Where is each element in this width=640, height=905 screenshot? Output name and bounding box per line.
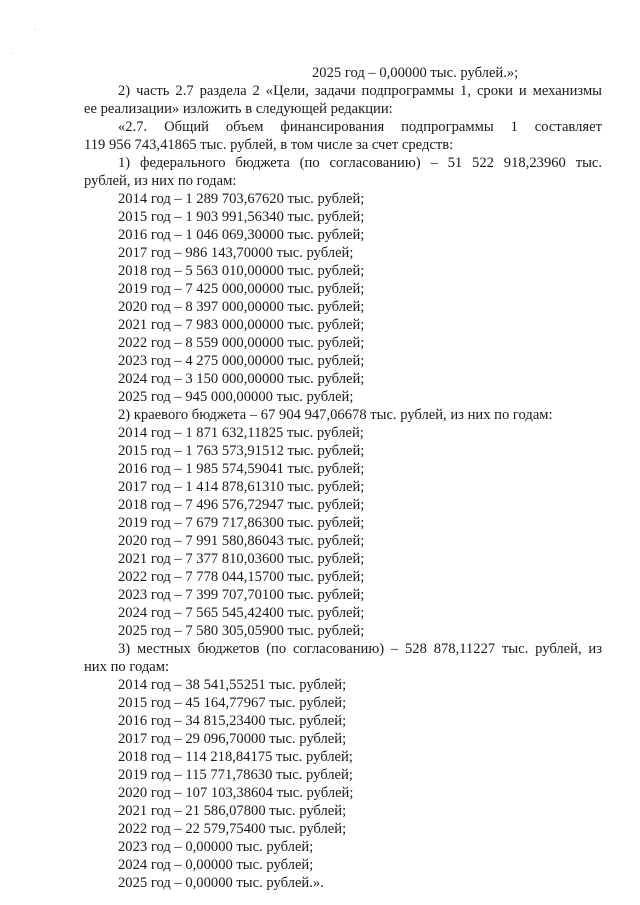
local-year-row: 2018 год – 114 218,84175 тыс. рублей; xyxy=(118,749,353,765)
local-year-row: 2019 год – 115 771,78630 тыс. рублей; xyxy=(118,767,353,783)
regional-year-row: 2021 год – 7 377 810,03600 тыс. рублей; xyxy=(118,551,365,567)
federal-year-row: 2020 год – 8 397 000,00000 тыс. рублей; xyxy=(118,299,365,315)
regional-year-row: 2015 год – 1 763 573,91512 тыс. рублей; xyxy=(118,443,365,459)
local-year-row: 2022 год – 22 579,75400 тыс. рублей; xyxy=(118,821,347,837)
regional-year-row: 2019 год – 7 679 717,86300 тыс. рублей; xyxy=(118,515,365,531)
local-year-row: 2017 год – 29 096,70000 тыс. рублей; xyxy=(118,731,347,747)
regional-year-row: 2025 год – 7 580 305,05900 тыс. рублей; xyxy=(118,623,365,639)
scan-artifact: ` xyxy=(34,30,36,36)
continued-line: 2025 год – 0,00000 тыс. рублей.»; xyxy=(312,65,519,81)
federal-year-row: 2015 год – 1 903 991,56340 тыс. рублей; xyxy=(118,209,365,225)
section-2-7-heading: «2.7. Общий объем финансирования подпрограммы 1 составляет xyxy=(118,119,602,135)
federal-year-row: 2022 год – 8 559 000,00000 тыс. рублей; xyxy=(118,335,365,351)
local-year-row: 2021 год – 21 586,07800 тыс. рублей; xyxy=(118,803,347,819)
federal-year-row: 2018 год – 5 563 010,00000 тыс. рублей; xyxy=(118,263,365,279)
federal-year-row: 2024 год – 3 150 000,00000 тыс. рублей; xyxy=(118,371,365,387)
federal-year-row: 2014 год – 1 289 703,67620 тыс. рублей; xyxy=(118,191,365,207)
federal-year-row: 2019 год – 7 425 000,00000 тыс. рублей; xyxy=(118,281,365,297)
federal-budget-heading: 1) федерального бюджета (по согласованию) – 51 522 918,23960 тыс. xyxy=(118,155,602,171)
local-year-row: 2023 год – 0,00000 тыс. рублей; xyxy=(118,839,314,855)
section-2-7-total: 119 956 743,41865 тыс. рублей, в том числе за счет средств: xyxy=(84,137,454,153)
regional-year-row: 2023 год – 7 399 707,70100 тыс. рублей; xyxy=(118,587,365,603)
federal-year-row: 2016 год – 1 046 069,30000 тыс. рублей; xyxy=(118,227,365,243)
local-budget-heading-cont: них по годам: xyxy=(84,659,170,675)
local-year-row: 2014 год – 38 541,55251 тыс. рублей; xyxy=(118,677,347,693)
local-year-row: 2025 год – 0,00000 тыс. рублей.». xyxy=(118,875,324,891)
regional-year-row: 2014 год – 1 871 632,11825 тыс. рублей; xyxy=(118,425,364,441)
regional-budget-heading: 2) краевого бюджета – 67 904 947,06678 тыс. рублей, из них по годам: xyxy=(118,407,553,423)
local-year-row: 2016 год – 34 815,23400 тыс. рублей; xyxy=(118,713,347,729)
federal-budget-heading-cont: рублей, из них по годам: xyxy=(84,173,237,189)
federal-year-row: 2017 год – 986 143,70000 тыс. рублей; xyxy=(118,245,354,261)
regional-year-row: 2016 год – 1 985 574,59041 тыс. рублей; xyxy=(118,461,365,477)
regional-year-row: 2020 год – 7 991 580,86043 тыс. рублей; xyxy=(118,533,365,549)
local-year-row: 2015 год – 45 164,77967 тыс. рублей; xyxy=(118,695,347,711)
regional-year-row: 2018 год – 7 496 576,72947 тыс. рублей; xyxy=(118,497,365,513)
federal-year-row: 2021 год – 7 983 000,00000 тыс. рублей; xyxy=(118,317,365,333)
regional-year-row: 2022 год – 7 778 044,15700 тыс. рублей; xyxy=(118,569,365,585)
scan-artifact: . xyxy=(12,50,14,56)
regional-year-row: 2017 год – 1 414 878,61310 тыс. рублей; xyxy=(118,479,365,495)
local-year-row: 2020 год – 107 103,38604 тыс. рублей; xyxy=(118,785,354,801)
regional-year-row: 2024 год – 7 565 545,42400 тыс. рублей; xyxy=(118,605,365,621)
federal-year-row: 2025 год – 945 000,00000 тыс. рублей; xyxy=(118,389,354,405)
amendment-item-2-cont: ее реализации» изложить в следующей редакции: xyxy=(84,101,393,117)
federal-year-row: 2023 год – 4 275 000,00000 тыс. рублей; xyxy=(118,353,365,369)
amendment-item-2: 2) часть 2.7 раздела 2 «Цели, задачи подпрограммы 1, сроки и механизмы xyxy=(118,83,602,99)
local-budget-heading: 3) местных бюджетов (по согласованию) – 528 878,11227 тыс. рублей, из xyxy=(118,641,602,657)
local-year-row: 2024 год – 0,00000 тыс. рублей; xyxy=(118,857,314,873)
